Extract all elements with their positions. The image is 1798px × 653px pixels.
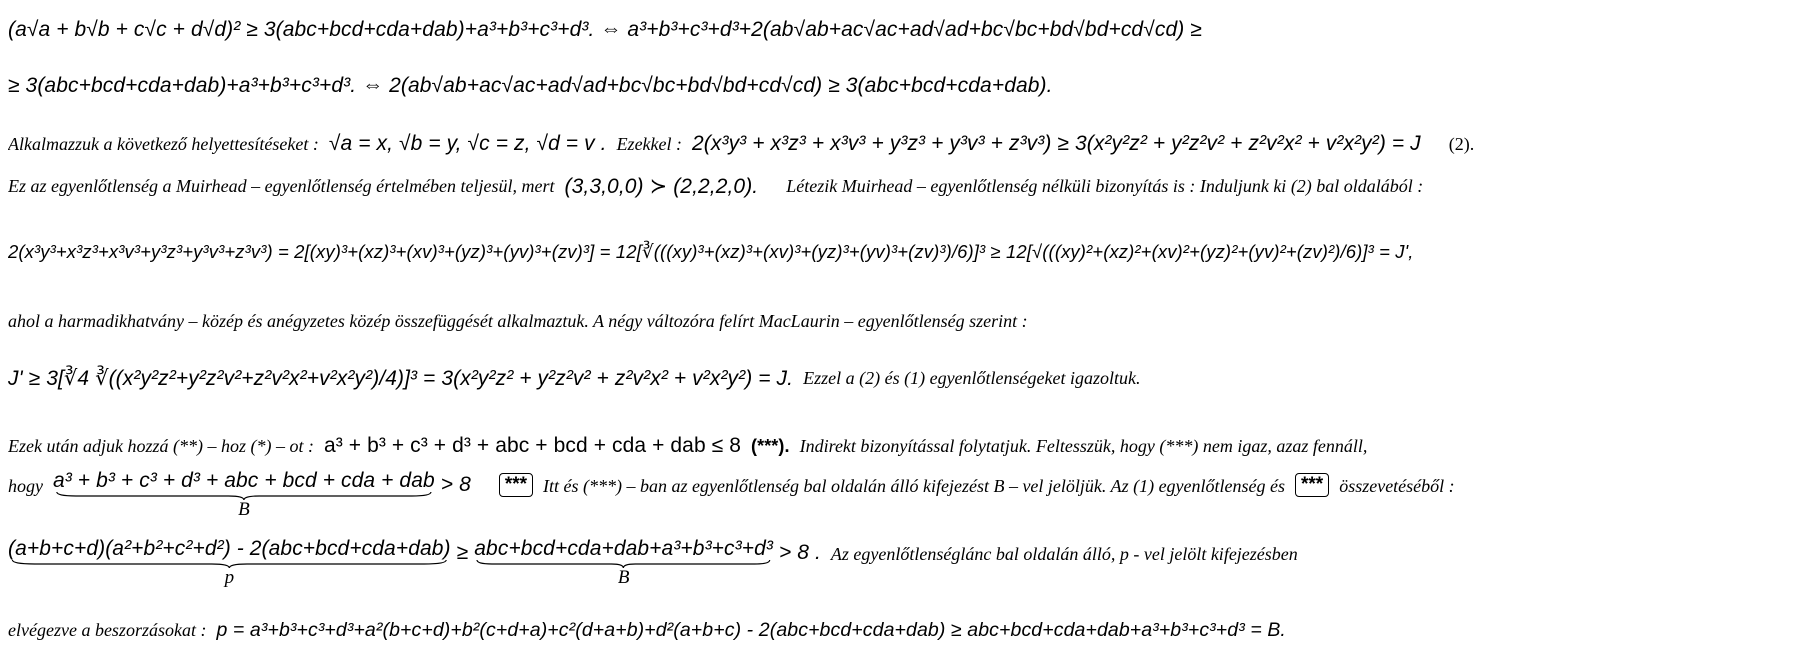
text-line-6: [8, 304, 1790, 338]
inequality-sign: ≥: [456, 541, 469, 564]
underbrace-p: [8, 538, 451, 587]
paragraph-text: Létezik Muirhead – egyenlőtlenség nélküli bizonyítás is : Induljunk ki (2) bal oldalából :: [786, 175, 1424, 196]
equation-tag: (***).: [751, 435, 790, 456]
boxed-label: ***: [1295, 473, 1329, 497]
equation-line-5: [8, 220, 1790, 284]
paragraph-text: Ez az egyenlőtlenség a Muirhead – egyenlőtlenség értelmében teljesül, mert: [8, 175, 555, 196]
paragraph-text: ahol a harmadikhatvány – közép és anégyzetes közép összefüggését alkalmaztuk. A négy változóra felírt MacLaurin – egyenlőtlenség szerint :: [8, 310, 1028, 331]
underbrace-shape: [474, 559, 773, 569]
text-line-9: [8, 470, 1790, 526]
underbrace-B: [474, 538, 773, 587]
text-line-4: [8, 168, 1790, 204]
expansion-equation: p = a³+b³+c³+d³+a²(b+c+d)+b²(c+d+a)+c²(d+a+b)+d²(a+b+c) - 2(abc+bcd+cda+dab) ≥ abc+bcd+cda+dab+a³+b³+c³+d³ = B.: [216, 618, 1286, 641]
paragraph-text: Ezek után adjuk hozzá (**) – hoz (*) – ot :: [8, 435, 314, 456]
underbrace-B: [53, 470, 435, 519]
paragraph-text: Itt és (***) – ban az egyenlőtlenség bal oldalán álló kifejezést B – vel jelöljük. Az (1) egyenlőtlenség és: [543, 476, 1286, 496]
equation: (a√a + b√b + c√c + d√d)² ≥ 3(abc+bcd+cda+dab)+a³+b³+c³+d³. ⇔ a³+b³+c³+d³+2(ab√ab+ac√ac+ad√ad+bc√bc+bd√bd+cd√cd) ≥: [8, 18, 1202, 41]
brace-label: B: [617, 567, 630, 588]
brace-expression: a³ + b³ + c³ + d³ + abc + bcd + cda + dab: [53, 470, 435, 492]
text-line-8: [8, 428, 1790, 464]
equation: ≥ 3(abc+bcd+cda+dab)+a³+b³+c³+d³. ⇔ 2(ab√ab+ac√ac+ad√ad+bc√bc+bd√bd+cd√cd) ≥ 3(abc+bcd+cda+dab).: [8, 74, 1053, 97]
equation-line-1: [8, 8, 1790, 52]
inequality: > 8 .: [778, 541, 821, 564]
paragraph-text: Ezzel a (2) és (1) egyenlőtlenségeket igazoltuk.: [803, 367, 1141, 388]
equation-line-2: [8, 64, 1790, 108]
inequality-3: a³ + b³ + c³ + d³ + abc + bcd + cda + dab ≤ 8: [323, 434, 741, 457]
text-line-3: [8, 124, 1790, 164]
underbrace-shape: [8, 559, 451, 569]
paragraph-text: Alkalmazzuk a következő helyettesítéseket :: [8, 133, 319, 154]
inequality: > 8: [440, 473, 471, 496]
paragraph-text: Indirekt bizonyítással folytatjuk. Feltesszük, hogy (***) nem igaz, azaz fennáll,: [799, 435, 1368, 456]
brace-label: B: [238, 499, 250, 520]
paragraph-text: Az egyenlőtlenséglánc bal oldalán álló, p - vel jelölt kifejezésben: [830, 544, 1298, 564]
brace-label: p: [224, 567, 235, 588]
inequality-2: 2(x³y³ + x³z³ + x³v³ + y³z³ + y³v³ + z³v³) ≥ 3(x²y²z² + y²z²v² + z²v²x² + v²x²y²) = J: [692, 132, 1421, 155]
underbrace-shape: [53, 491, 435, 501]
substitution-formula: √a = x, √b = y, √c = z, √d = v .: [328, 132, 607, 155]
equation-line-7: [8, 346, 1790, 410]
equation: J' ≥ 3[∛4 ∛((x²y²z²+y²z²v²+z²v²x²+v²x²y²)/4)]³ = 3(x²y²z² + y²z²v² + z²v²x² + v²x²y²) = J.: [8, 366, 794, 390]
text-line-11: [8, 612, 1790, 648]
brace-expression: abc+bcd+cda+dab+a³+b³+c³+d³: [474, 538, 773, 560]
paragraph-text: hogy: [8, 476, 43, 496]
boxed-label: ***: [499, 473, 533, 497]
paragraph-text: összevetéséből :: [1339, 476, 1455, 496]
muirhead-majorization: (3,3,0,0) ≻ (2,2,2,0).: [564, 174, 759, 198]
brace-expression: (a+b+c+d)(a²+b²+c²+d²) - 2(abc+bcd+cda+dab): [8, 538, 451, 560]
equation-tag: (2).: [1448, 133, 1475, 154]
equation: 2(x³y³+x³z³+x³v³+y³z³+y³v³+z³v³) = 2[(xy)³+(xz)³+(xv)³+(yz)³+(yv)³+(zv)³] = 12[∛(((xy)³+(xz)³+(xv)³+(yz)³+(yv)³+(zv)³)/6)]³ ≥ 12[√(((xy)²+(xz)²+(xv)²+(yz)²+(yv)²+(zv)²)/6)]³ = J',: [8, 241, 1414, 262]
equation-line-10: [8, 538, 1790, 600]
paragraph-text: Ezekkel :: [616, 133, 683, 154]
paragraph-text: elvégezve a beszorzásokat :: [8, 619, 207, 640]
